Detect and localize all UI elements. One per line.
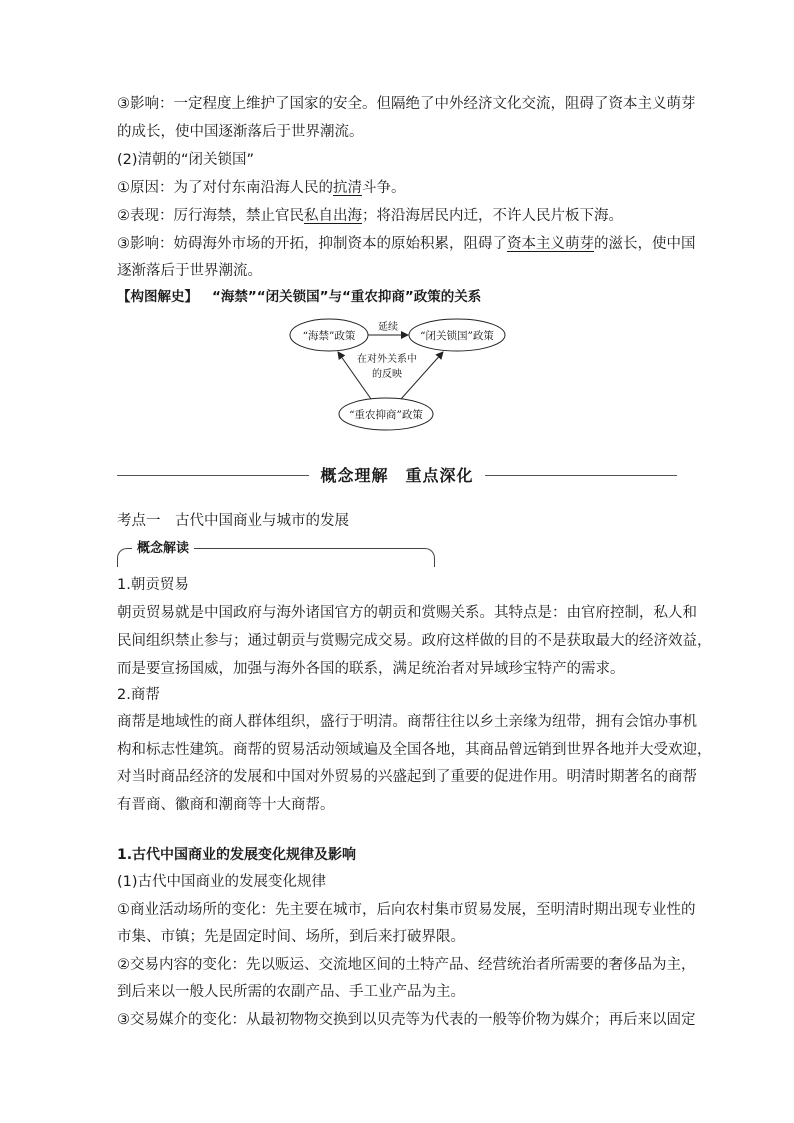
- text-line: 对当时商品经济的发展和中国对外贸易的兴盛起到了重要的促进作用。明清时期著名的商帮: [117, 769, 697, 785]
- section-title: 概念理解 重点深化: [320, 466, 474, 485]
- section-header: [117, 466, 677, 486]
- text-line: ②交易内容的变化：先以贩运、交流地区间的土特产品、经营统治者所需要的奢侈品为主，: [117, 957, 696, 973]
- text-span: 的滋长，使中国: [594, 236, 696, 252]
- text-span: ①原因：为了对付东南沿海人民的: [117, 180, 333, 196]
- underlined-term: 私自出海: [304, 208, 362, 224]
- diagram-title: “海禁”“闭关锁国”与“重农抑商”政策的关系: [212, 289, 482, 305]
- node-biguan-label: “闭关锁国”政策: [420, 330, 494, 342]
- text-line: 民间组织禁止参与；通过朝贡与赏赐完成交易。政府这样做的目的不是获取最大的经济效益，: [117, 633, 712, 649]
- node-haijin-label: “海禁”政策: [302, 330, 356, 342]
- text-line: 而是要宣扬国威，加强与海外各国的联系，满足统治者对异域珍宝特产的需求。: [117, 661, 625, 677]
- center-label-line2: 的反映: [372, 369, 402, 380]
- law-heading: 1.古代中国商业的发展变化规律及影响: [117, 847, 357, 863]
- text-line: 商帮是地域性的商人群体组织，盛行于明清。商帮往往以乡土亲缘为纽带，拥有会馆办事机: [117, 714, 697, 730]
- diagram-label: 【构图解史】: [117, 289, 198, 305]
- text-line: 到后来以一般人民所需的农副产品、手工业产品为主。: [117, 984, 465, 1000]
- qing-heading: (2)清朝的“闭关锁国”: [117, 152, 255, 168]
- text-line: 的成长，使中国逐渐落后于世界潮流。: [117, 124, 364, 140]
- text-span: ；将沿海居民内迁，不许人民片板下海。: [362, 208, 623, 224]
- underlined-term: 抗清: [333, 180, 362, 196]
- concept-box-label: 概念解读: [132, 540, 194, 558]
- text-line: 市集、市镇；先是固定时间、场所，到后来打破界限。: [117, 929, 465, 945]
- text-line: 朝贡贸易就是中国政府与海外诸国官方的朝贡和赏赐关系。其特点是：由官府控制，私人和: [117, 605, 697, 621]
- text-line: 有晋商、徽商和潮商等十大商帮。: [117, 797, 335, 813]
- policy-relation-diagram: [0, 0, 794, 440]
- kaodian-heading: 考点一 古代中国商业与城市的发展: [117, 513, 349, 529]
- text-line: 逐渐落后于世界潮流。: [117, 263, 262, 279]
- tribute-heading: 1.朝贡贸易: [117, 577, 189, 593]
- text-span: ③影响：妨碍海外市场的开拓，抑制资本的原始积累，阻碍了: [117, 236, 507, 252]
- node-zhongnong-label: “重农抑商”政策: [349, 409, 423, 421]
- center-label-line1: 在对外关系中: [357, 354, 417, 365]
- text-span: 斗争。: [362, 180, 406, 196]
- text-span: ②表现：厉行海禁，禁止官民: [117, 208, 304, 224]
- text-line: ③交易媒介的变化：从最初物物交换到以贝壳等为代表的一般等价物为媒介；再后来以固定: [117, 1012, 696, 1028]
- law-subheading: (1)古代中国商业的发展变化规律: [117, 874, 327, 890]
- text-line: 构和标志性建筑。商帮的贸易活动领域遍及全国各地，其商品曾远销到世界各地并大受欢迎，: [117, 742, 712, 758]
- text-line: ①商业活动场所的变化：先主要在城市，后向农村集市贸易发展，至明清时期出现专业性的: [117, 902, 696, 918]
- edge-continue-label: 延续: [378, 322, 398, 333]
- shangbang-heading: 2.商帮: [117, 687, 160, 703]
- text-line: ③影响：一定程度上维护了国家的安全。但隔绝了中外经济文化交流，阻碍了资本主义萌芽: [117, 96, 696, 112]
- underlined-term: 资本主义萌芽: [507, 236, 594, 252]
